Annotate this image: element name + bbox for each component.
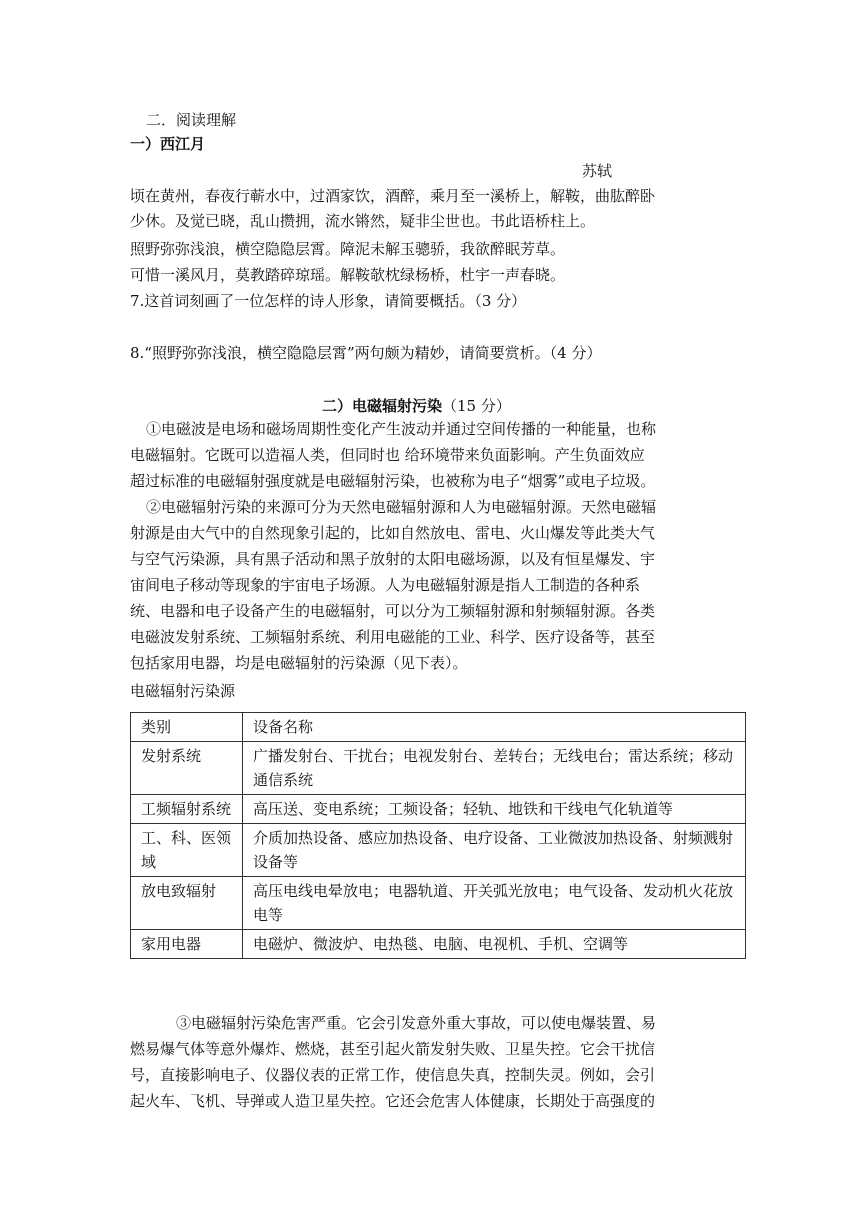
paragraph-line: ①电磁波是电场和磁场周期性变化产生波动并通过空间传播的一种能量，也称 xyxy=(146,420,657,438)
section-heading: 二．阅读理解 xyxy=(146,111,237,129)
table-row xyxy=(131,742,746,795)
paragraph-line: ③电磁辐射污染危害严重。它会引发意外重大事故，可以使电爆装置、易 xyxy=(176,1014,657,1032)
paragraph-line: 统、电器和电子设备产生的电磁辐射，可以分为工频辐射源和射频辐射源。各类 xyxy=(130,602,656,620)
table-row xyxy=(131,795,746,824)
question-8: 8.“照野弥弥浅浪，横空隐隐层霄”两句颇为精妙，请简要赏析。（4 分） xyxy=(130,344,602,362)
paragraph-line: 射源是由大气中的自然现象引起的，比如自然放电、雷电、火山爆发等此类大气 xyxy=(130,524,656,542)
poem-preface-line: 少休。及觉已晓，乱山攒拥，流水锵然，疑非尘世也。书此语桥柱上。 xyxy=(130,212,596,230)
paragraph-line: 起火车、飞机、导弹或人造卫星失控。它还会危害人体健康，长期处于高强度的 xyxy=(130,1092,656,1110)
equipment-cell: 介质加热设备、感应加热设备、电疗设备、工业微波加热设备、射频溅射设备等 xyxy=(243,824,746,877)
table-row xyxy=(131,930,746,959)
category-cell: 家用电器 xyxy=(131,930,243,959)
equipment-cell: 高压电线电晕放电；电器轨道、开关弧光放电；电气设备、发动机火花放电等 xyxy=(243,877,746,930)
poem-author: 苏轼 xyxy=(582,162,613,180)
table-header-cell: 类别 xyxy=(131,713,243,742)
table-row xyxy=(131,824,746,877)
paragraph-line: 电磁波发射系统、工频辐射系统、利用电磁能的工业、科学、医疗设备等，甚至 xyxy=(130,628,656,646)
table-caption: 电磁辐射污染源 xyxy=(130,682,236,700)
paragraph-line: 电磁辐射。它既可以造福人类，但同时也 给环境带来负面影响。产生负面效应 xyxy=(130,446,645,464)
paragraph-line: 包括家用电器，均是电磁辐射的污染源（见下表）。 xyxy=(130,654,468,672)
poem-verse: 照野弥弥浅浪，横空隐隐层霄。障泥未解玉骢骄，我欲醉眠芳草。 xyxy=(130,240,566,258)
paragraph-line: ②电磁辐射污染的来源可分为天然电磁辐射源和人为电磁辐射源。天然电磁辐 xyxy=(146,498,657,516)
equipment-cell: 广播发射台、干扰台；电视发射台、差转台；无线电台；雷达系统；移动通信系统 xyxy=(243,742,746,795)
pollution-source-table xyxy=(130,712,746,959)
category-cell: 发射系统 xyxy=(131,742,243,795)
table-row xyxy=(131,877,746,930)
equipment-cell: 高压送、变电系统；工频设备；轻轨、地铁和干线电气化轨道等 xyxy=(243,795,746,824)
paragraph-line: 燃易爆气体等意外爆炸、燃烧，甚至引起火箭发射失败、卫星失控。它会干扰信 xyxy=(130,1040,656,1058)
category-cell: 工频辐射系统 xyxy=(131,795,243,824)
category-cell: 放电致辐射 xyxy=(131,877,243,930)
question-7: 7.这首词刻画了一位怎样的诗人形象，请简要概括。（3 分） xyxy=(130,292,527,310)
table-header-row xyxy=(131,713,746,742)
paragraph-line: 号，直接影响电子、仪器仪表的正常工作，使信息失真，控制失灵。例如，会引 xyxy=(130,1066,656,1084)
table-header-cell: 设备名称 xyxy=(243,713,746,742)
paragraph-line: 与空气污染源，具有黑子活动和黑子放射的太阳电磁场源，以及有恒星爆发、宇 xyxy=(130,550,656,568)
poem-label: 一）西江月 xyxy=(130,135,206,153)
article-title xyxy=(322,395,511,417)
category-cell: 工、科、医领域 xyxy=(131,824,243,877)
paragraph-line: 超过标准的电磁辐射强度就是电磁辐射污染，也被称为电子“烟雾”或电子垃圾。 xyxy=(130,472,656,490)
article-title-text: 二）电磁辐射污染 xyxy=(322,397,443,415)
article-title-score: （15 分） xyxy=(442,397,511,415)
equipment-cell: 电磁炉、微波炉、电热毯、电脑、电视机、手机、空调等 xyxy=(243,930,746,959)
poem-verse: 可惜一溪风月，莫教踏碎琼瑶。解鞍欹枕绿杨桥，杜宇一声春晓。 xyxy=(130,266,566,284)
paragraph-line: 宙间电子移动等现象的宇宙电子场源。人为电磁辐射源是指人工制造的各种系 xyxy=(130,576,641,594)
poem-preface-line: 顷在黄州，春夜行蕲水中，过酒家饮，酒醉，乘月至一溪桥上，解鞍，曲肱醉卧 xyxy=(130,187,656,205)
